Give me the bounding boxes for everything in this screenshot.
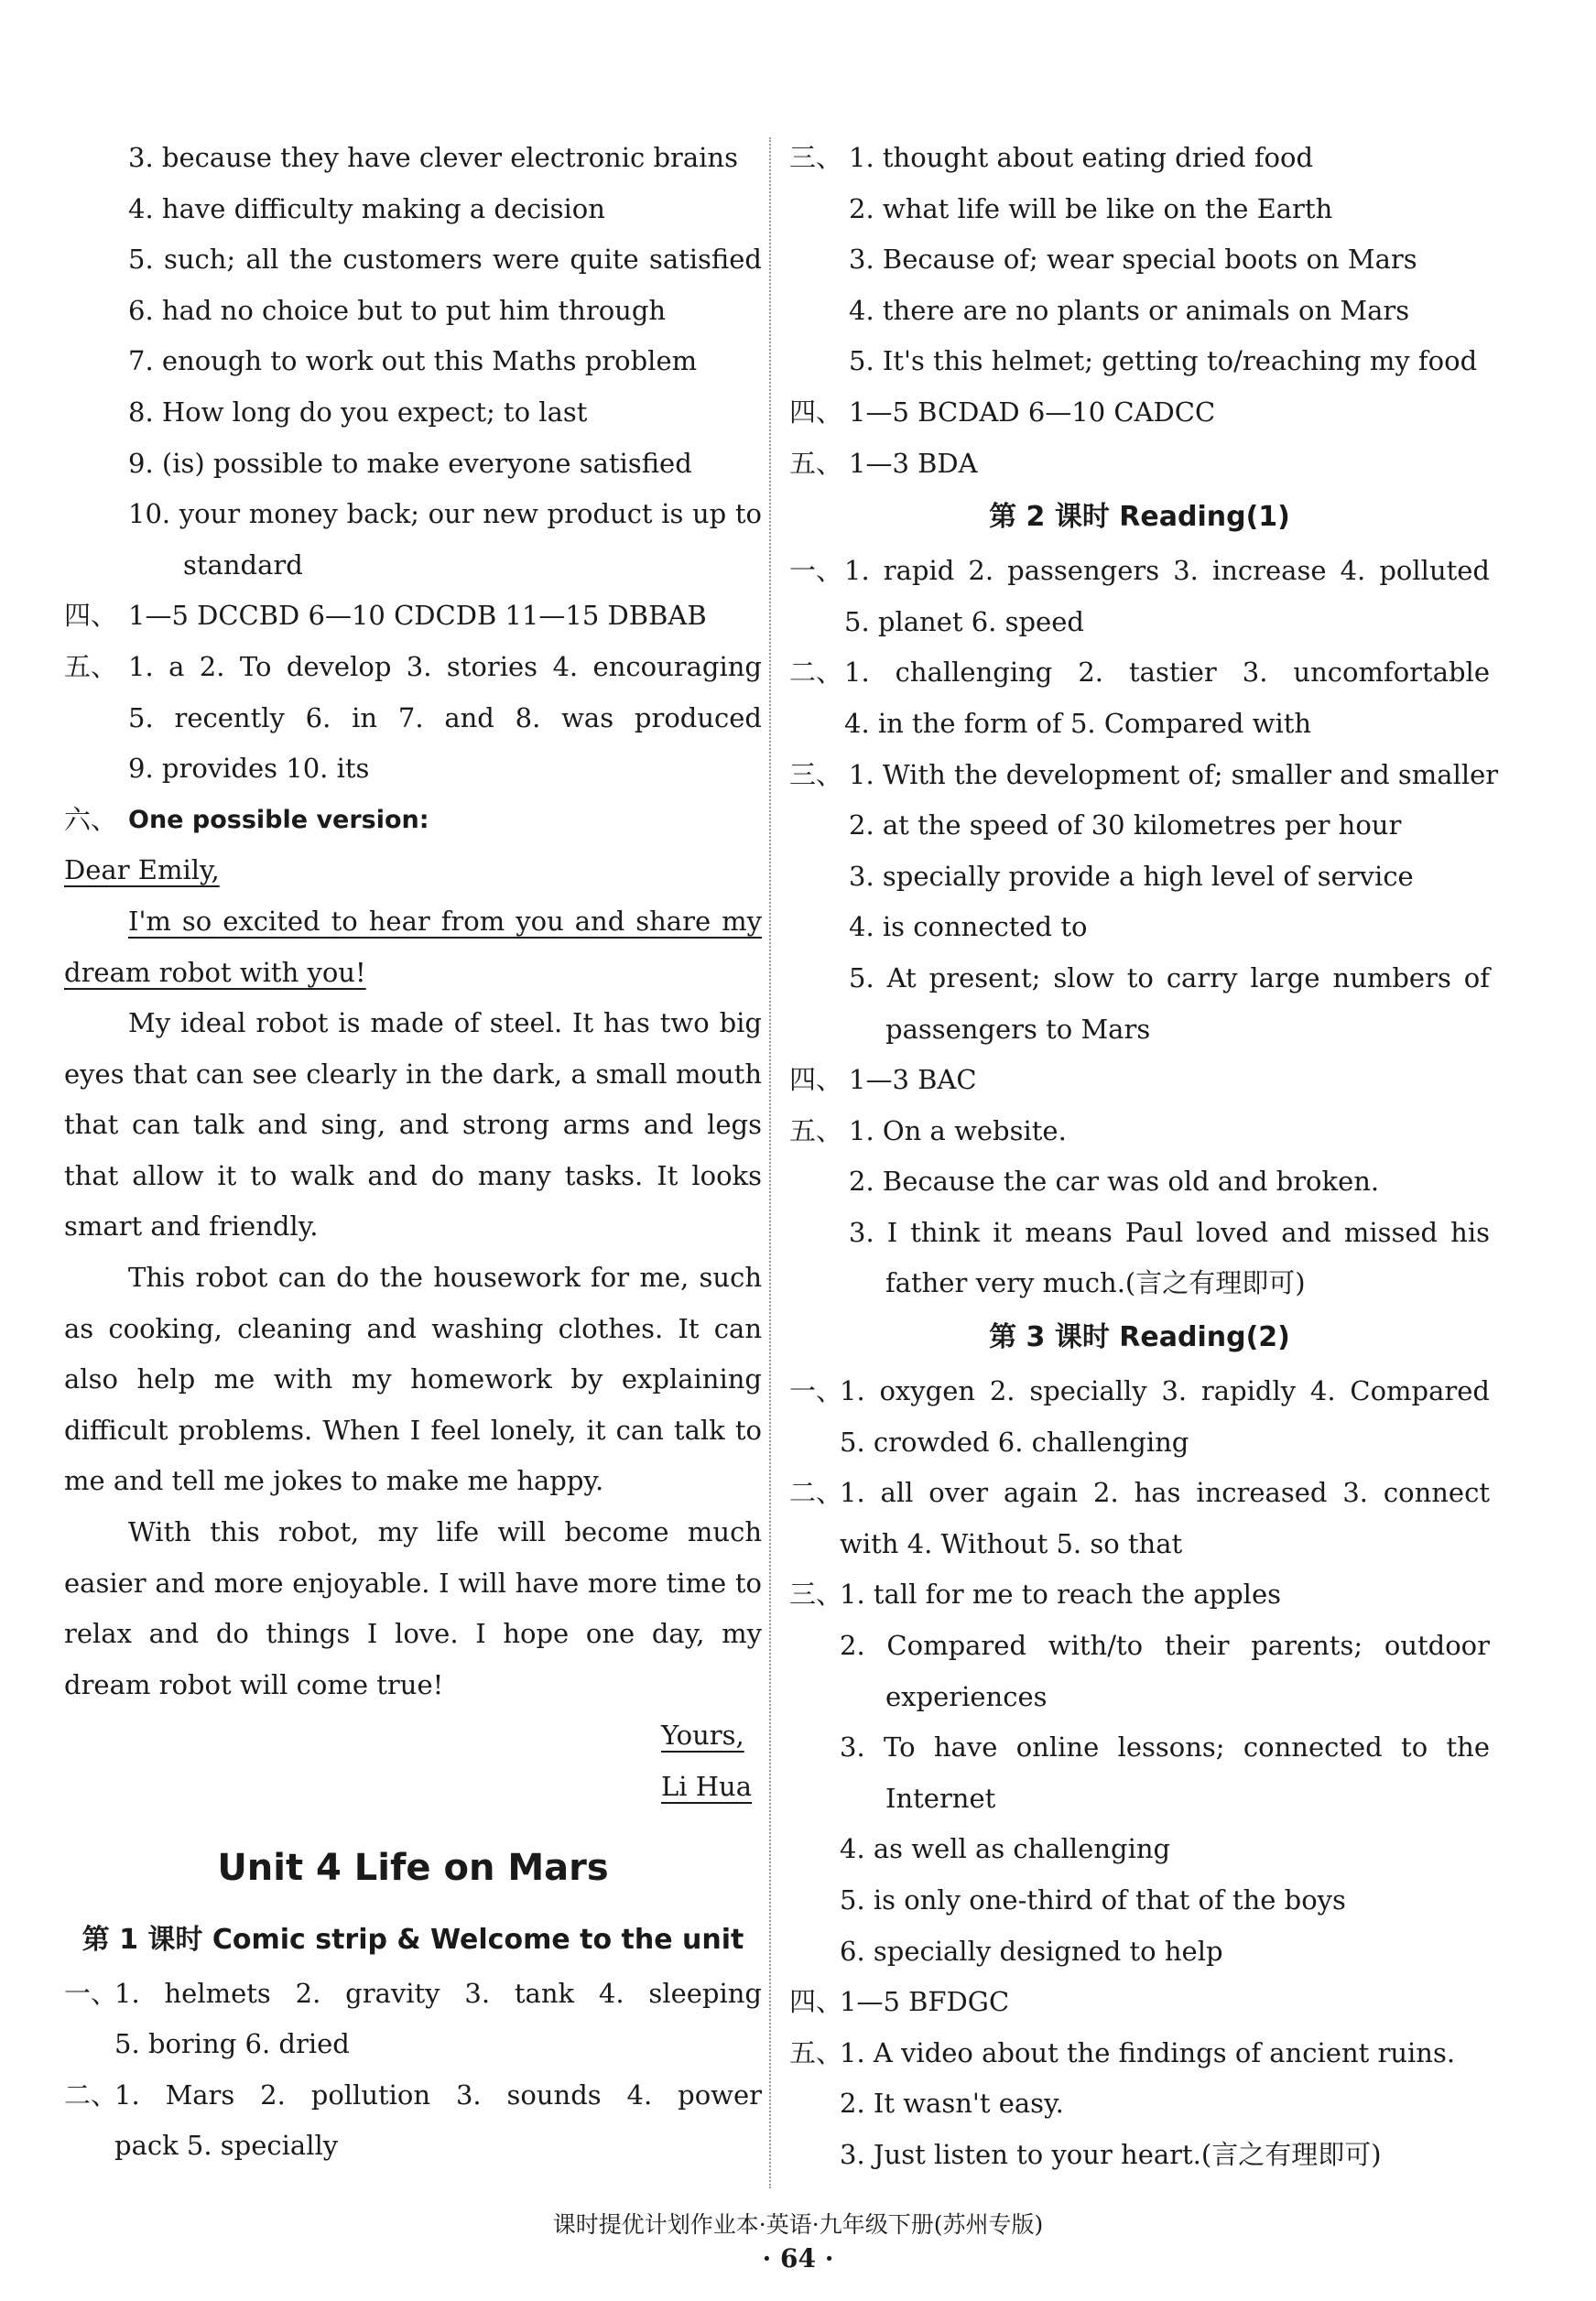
answer-line [64,234,762,286]
line-text: difficult problems. When I feel lonely, it can talk to [64,1414,762,1446]
line-text: father very much.(言之有理即可) [885,1267,1306,1299]
answer-line [789,1977,1490,2028]
line-text: me and tell me jokes to make me happy. [64,1465,604,1497]
line-text: 10. your money back; our new product is up to [128,498,762,530]
section-marker: 一、 [789,555,843,587]
line-text: 1. all over again 2. has increased 3. connect [840,1477,1490,1509]
line-text: 4. is connected to [849,911,1088,943]
page-number: · 64 · [762,2243,834,2274]
lesson-heading: 第 1 课时 Comic strip & Welcome to the unit [81,1923,744,1956]
line-text: dream robot will come true! [64,1668,444,1700]
line-text: 2. Compared with/to their parents; outdoor [840,1630,1490,1662]
section-marker: 五、 [789,2036,843,2068]
answer-line [789,1258,1490,1309]
answer-line [64,1507,762,1558]
line-text: pack 5. specially [114,2130,339,2162]
line-text: 5. is only one-third of that of the boys [840,1884,1346,1916]
answer-line [64,1558,762,1610]
answer-line [64,1710,762,1762]
answer-line [789,1774,1490,1825]
answer-line [789,1722,1490,1774]
answer-line [789,1927,1490,1978]
line-text: easier and more enjoyable. I will have more time to [64,1567,762,1599]
line-text: passengers to Mars [885,1013,1151,1045]
section-marker: 四、 [789,1064,843,1096]
answer-line [789,1106,1490,1157]
line-text: One possible version: [128,805,429,834]
line-text: as cooking, cleaning and washing clothes. It can [64,1312,762,1344]
answer-line [64,948,762,999]
line-text: 4. as well as challenging [840,1833,1171,1865]
section-marker: 六、 [64,803,118,835]
answer-line [64,540,762,592]
answer-line [789,647,1490,699]
footer-title: 课时提优计划作业本·英语·九年级下册(苏州专版) [552,2211,1044,2238]
line-text: 1—3 BDA [849,447,978,479]
answer-line [64,743,762,795]
line-text: 1—5 BCDAD 6—10 CADCC [849,396,1216,428]
answer-line [64,439,762,490]
line-text: 1. challenging 2. tastier 3. uncomfortable [844,657,1490,689]
answer-line [64,795,762,846]
section-marker: 五、 [789,447,843,479]
right-column [789,133,1499,2181]
line-text: 3. I think it means Paul loved and missed his [849,1216,1490,1248]
answer-line [64,1354,762,1406]
line-text: with 4. Without 5. so that [840,1527,1183,1559]
answer-line [789,234,1490,286]
answer-line [64,591,762,642]
left-column [64,133,762,2172]
line-text: 3. Because of; wear special boots on Mars [849,244,1417,276]
answer-line [64,184,762,235]
section-marker: 二、 [64,2078,118,2111]
line-text: 3. specially provide a high level of service [849,860,1414,892]
line-text: relax and do things I love. I hope one day, my [64,1618,762,1650]
answer-line [789,1055,1490,1106]
answer-line [64,1253,762,1304]
answer-line [64,489,762,540]
line-text: 6. specially designed to help [840,1935,1223,1967]
answer-line [789,1468,1490,1519]
line-text: 4. in the form of 5. Compared with [844,707,1312,739]
answer-line [64,1660,762,1711]
answer-line [64,845,762,896]
line-text: With this robot, my life will become much [128,1516,762,1548]
answer-line [64,642,762,693]
line-text: experiences [885,1680,1048,1712]
answer-line [789,336,1490,387]
answer-line [64,133,762,184]
line-text: 1. Mars 2. pollution 3. sounds 4. power [114,2078,762,2111]
section-marker: 二、 [789,1477,843,1509]
line-text: 1. tall for me to reach the apples [840,1579,1281,1611]
line-text: also help me with my homework by explaining [64,1363,762,1395]
answer-line [789,902,1490,953]
section-marker: 一、 [789,1375,843,1407]
answer-line [789,1519,1490,1570]
answer-line [789,1569,1490,1621]
answer-line [789,439,1490,490]
answer-line [789,387,1490,439]
answer-line [64,693,762,744]
line-text: 4. have difficulty making a decision [128,192,605,224]
section-marker: 四、 [789,396,843,428]
line-text: standard [183,548,303,581]
line-text: Yours, [661,1720,744,1752]
line-text: 1. On a website. [849,1114,1067,1146]
section-marker: 三、 [789,142,843,173]
answer-line [789,699,1490,750]
answer-line [64,1456,762,1507]
answer-line [789,1366,1490,1417]
line-text: dream robot with you! [64,956,366,988]
line-text: 6. had no choice but to put him through [128,294,667,326]
answer-line [789,1672,1490,1723]
answer-line [789,133,1490,184]
line-text: 1. oxygen 2. specially 3. rapidly 4. Compared [840,1375,1490,1407]
answer-line [64,1609,762,1660]
line-text: 3. because they have clever electronic brains [128,142,738,173]
line-text: 5. recently 6. in 7. and 8. was produced [128,701,762,733]
line-text: 2. what life will be like on the Earth [849,192,1333,224]
answer-line [789,546,1490,597]
answer-line [64,1049,762,1101]
answer-line [64,896,762,948]
answer-line [64,998,762,1049]
line-text: 3. Just listen to your heart.(言之有理即可) [840,2138,1382,2170]
line-text: 1. thought about eating dried food [849,142,1314,173]
answer-line [64,1762,762,1813]
answer-line [64,1969,762,2020]
line-text: 2. It wasn't easy. [840,2088,1064,2120]
answer-line [64,286,762,337]
line-text: 1. A video about the findings of ancient ruins. [840,2036,1456,2068]
answer-line [789,750,1499,801]
answer-line [64,2121,762,2172]
line-text: I'm so excited to hear from you and share my [128,905,762,937]
answer-line [789,2130,1490,2181]
answer-line [789,1875,1490,1927]
answer-line [64,1406,762,1457]
line-text: 9. provides 10. its [128,753,370,785]
section-marker: 三、 [789,1579,843,1611]
line-text: 3. To have online lessons; connected to the [840,1731,1490,1764]
answer-line [789,1004,1490,1056]
line-text: My ideal robot is made of steel. It has two big [128,1007,762,1039]
section-marker: 四、 [789,1986,843,2018]
line-text: 1—3 BAC [849,1064,977,1096]
answer-line [64,2070,762,2122]
line-text: 5. crowded 6. challenging [840,1426,1189,1458]
answer-line [64,1100,762,1151]
line-text: 5. planet 6. speed [844,605,1084,637]
line-text: 1. a 2. To develop 3. stories 4. encouraging [128,650,762,682]
section-marker: 四、 [64,600,118,632]
line-text: 5. boring 6. dried [114,2028,350,2060]
answer-line [789,852,1490,903]
answer-line [789,597,1490,648]
answer-line [64,2019,762,2070]
section-marker: 三、 [789,758,843,790]
line-text: 2. at the speed of 30 kilometres per hour [849,809,1402,841]
answer-line [789,1208,1490,1259]
answer-line [789,1156,1490,1208]
line-text: This robot can do the housework for me, such [128,1262,762,1294]
line-text: 1—5 BFDGC [840,1986,1010,2018]
answer-line [789,1621,1490,1672]
line-text: 1. With the development of; smaller and smaller [849,758,1499,790]
answer-line [789,2028,1490,2079]
section-marker: 五、 [64,650,118,682]
section-marker: 一、 [64,1977,118,2009]
line-text: 1. rapid 2. passengers 3. increase 4. polluted [844,555,1490,587]
answer-line [64,336,762,387]
lesson-heading: 第 2 课时 Reading(1) [989,501,1290,534]
answer-line [789,800,1490,852]
answer-line [789,1824,1490,1875]
answer-line [64,1201,762,1253]
line-text: 7. enough to work out this Maths problem [128,345,698,377]
column-divider [769,137,771,2188]
answer-line [64,387,762,439]
line-text: 9. (is) possible to make everyone satisfied [128,447,692,479]
line-text: Li Hua [661,1771,753,1802]
answer-line [789,2078,1490,2130]
unit-title: Unit 4 Life on Mars [217,1846,609,1889]
line-text: 1—5 DCCBD 6—10 CDCDB 11—15 DBBAB [128,600,707,632]
answer-line [64,1304,762,1355]
line-text: 5. such; all the customers were quite satisfied [128,244,762,276]
line-text: Internet [885,1782,996,1814]
line-text: that can talk and sing, and strong arms and legs [64,1109,762,1141]
line-text: that allow it to walk and do many tasks. It looks [64,1159,762,1191]
lesson-heading: 第 3 课时 Reading(2) [989,1321,1290,1354]
line-text: 8. How long do you expect; to last [128,396,588,428]
answer-line [789,953,1490,1004]
answer-line [789,286,1490,337]
line-text: 5. At present; slow to carry large numbers of [849,961,1490,993]
line-text: 1. helmets 2. gravity 3. tank 4. sleeping [114,1977,762,2009]
answer-line [64,1151,762,1202]
section-marker: 五、 [789,1114,843,1146]
answer-line [789,184,1490,235]
line-text: 5. It's this helmet; getting to/reaching my food [849,345,1478,377]
section-marker: 二、 [789,657,843,689]
line-text: 4. there are no plants or animals on Mars [849,294,1410,326]
line-text: Dear Emily, [64,854,220,886]
line-text: 2. Because the car was old and broken. [849,1166,1380,1198]
line-text: eyes that can see clearly in the dark, a small mouth [64,1058,762,1090]
answer-line [789,1417,1490,1469]
line-text: smart and friendly. [64,1210,319,1243]
